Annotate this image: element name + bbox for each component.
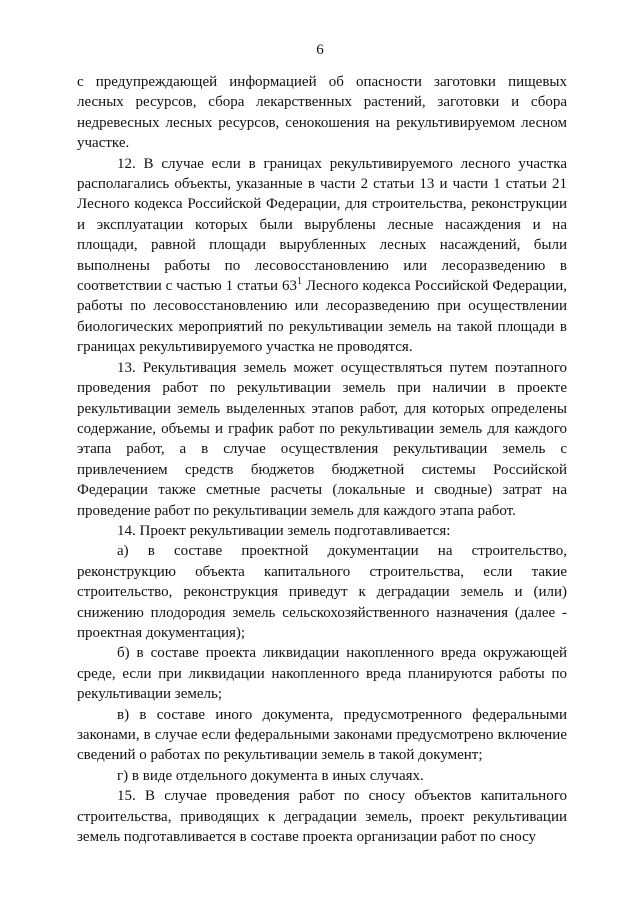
paragraph-12-text: 12. В случае если в границах рекультивируемого лесного участка располагались объекты, указанные в части 2 статьи 13 и части 1 статьи 21 Лесного кодекса Российской Федерации, для строительства, реконструкции и эксплуатации которых были вырублены лесные насаждения и на площади, равной площади вырубленных лесных насаждений, были выполнены работы по лесовосстановлению или лесоразведению в соответствии с частью 1 статьи 63	[77, 155, 567, 295]
document-body	[77, 72, 567, 847]
paragraph-13: 13. Рекультивация земель может осуществляться путем поэтапного проведения работ по рекультивации земель при наличии в проекте рекультивации земель выделенных этапов работ, для которых определены содержание, объемы и график работ по рекультивации земель для каждого этапа работ, а в случае осуществления рекультивации земель с привлечением средств бюджетов бюджетной системы Российской Федерации также сметные расчеты (локальные и сводные) затрат на проведение работ по рекультивации земель для каждого этапа работ.	[77, 359, 567, 519]
page-number: 6	[316, 42, 324, 58]
paragraph-15: 15. В случае проведения работ по сносу объектов капитального строительства, приводящих к деградации земель, проект рекультивации земель подготавливается в составе проекта организации работ по сносу	[77, 788, 567, 846]
paragraph-14-g: г) в виде отдельного документа в иных случаях.	[117, 767, 424, 784]
paragraph-12	[77, 154, 567, 358]
paragraph-14-a: а) в составе проектной документации на строительство, реконструкцию объекта капитального строительства, если такие строительство, реконструкция приведут к деградации земель и (или) снижению плодородия земель сельскохозяйственного назначения (далее - проектная документация);	[77, 543, 567, 641]
paragraph-14: 14. Проект рекультивации земель подготавливается:	[117, 522, 451, 539]
footnote-superscript: 1	[297, 276, 302, 288]
paragraph-14-v: в) в составе иного документа, предусмотренного федеральными законами, в случае если федеральными законами предусмотрено включение сведений о работах по рекультивации земель в такой документ;	[77, 706, 567, 764]
paragraph-12-text-end: Лесного кодекса Российской Федерации, работы по лесовосстановлению или лесоразведению при осуществлении биологических мероприятий по рекультивации земель на такой площади в границах рекультивируемого участка не проводятся.	[77, 278, 567, 356]
paragraph-14-b: б) в составе проекта ликвидации накопленного вреда окружающей среде, если при ликвидации накопленного вреда планируются работы по рекультивации земель;	[77, 645, 567, 703]
paragraph-continuation: с предупреждающей информацией об опасности заготовки пищевых лесных ресурсов, сбора лекарственных растений, заготовки и сбора недревесных лесных ресурсов, сенокошения на рекультивируемом лесном участке.	[77, 74, 567, 152]
